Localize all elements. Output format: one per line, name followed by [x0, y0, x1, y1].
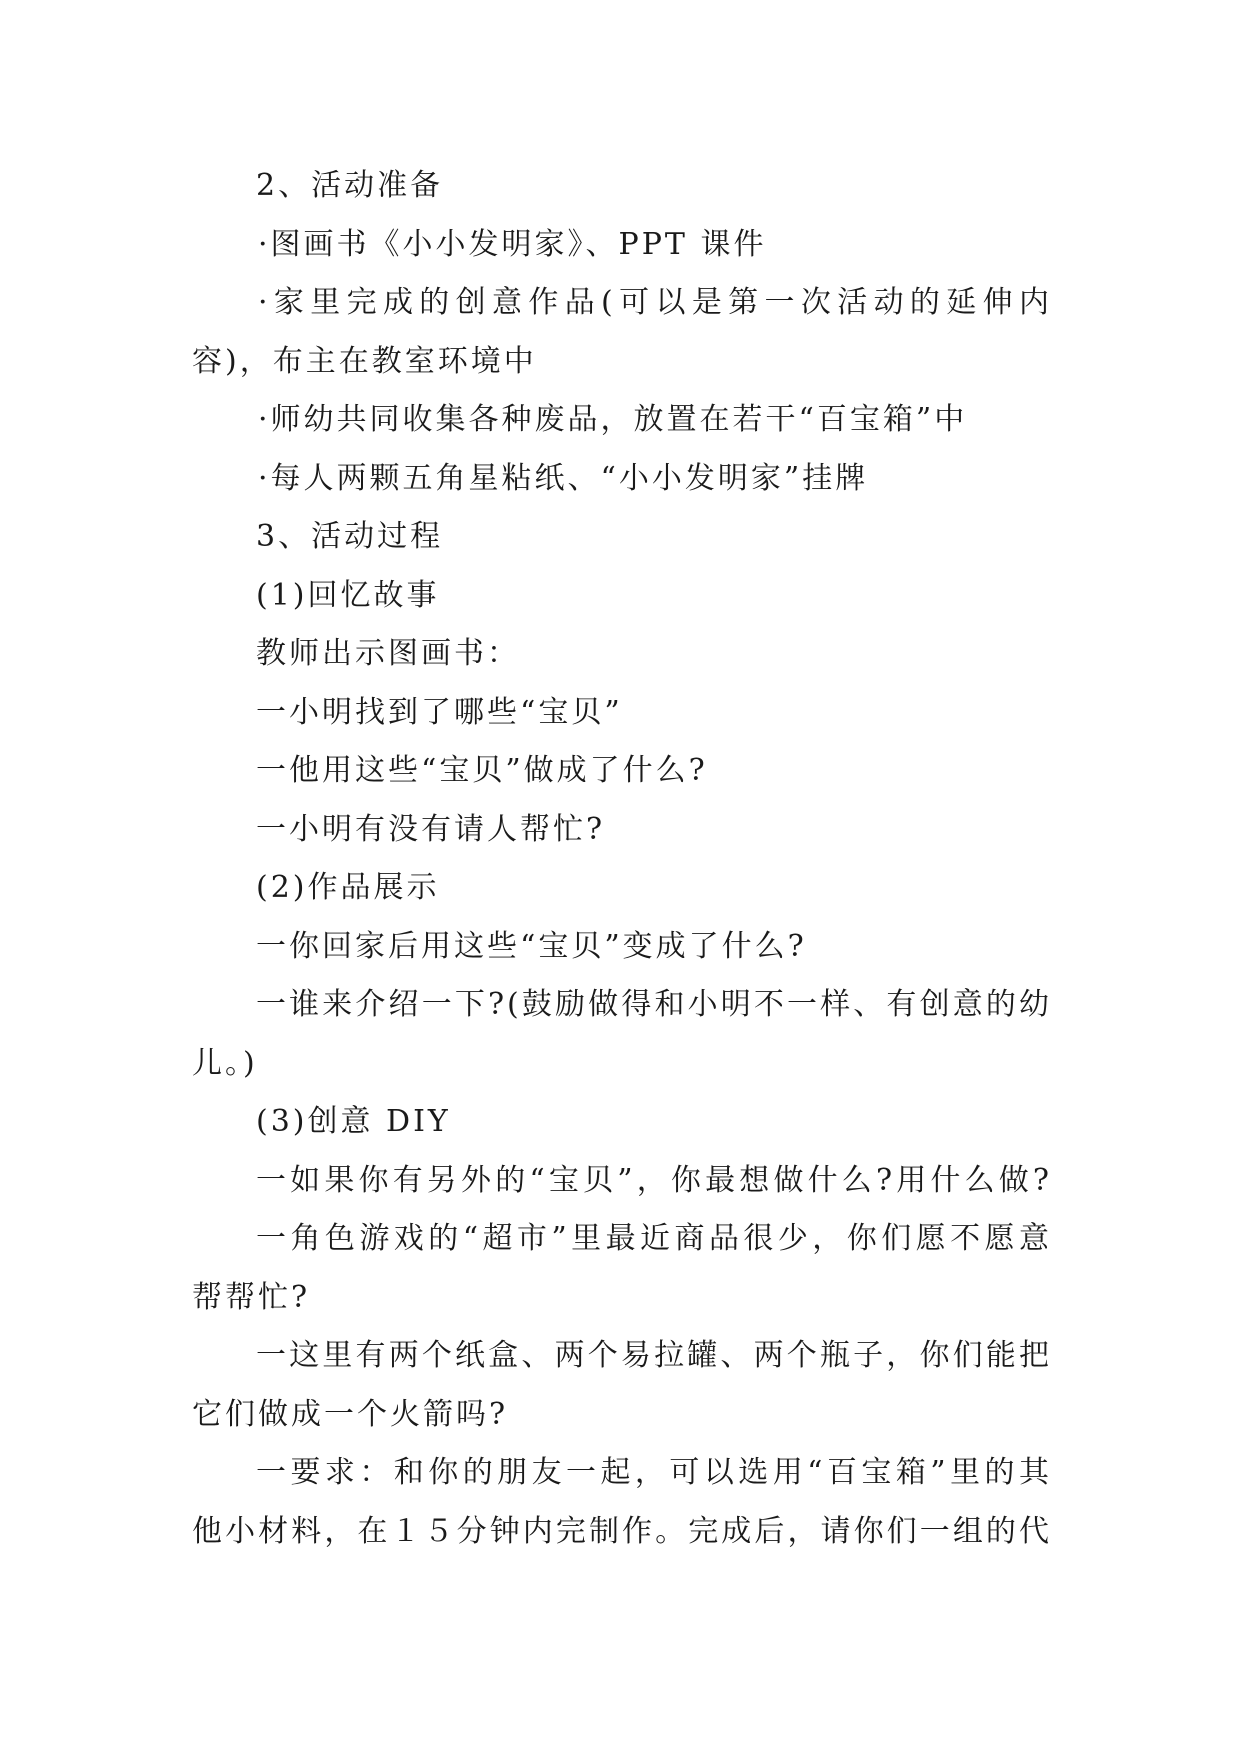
list-item-picture-book: ·图画书《小小发明家》、PPT 课件 — [258, 226, 767, 262]
question-line-cont: 帮帮忙? — [192, 1279, 311, 1315]
question-line: 一小明找到了哪些“宝贝” — [256, 694, 623, 730]
list-item-stickers: ·每人两颗五角星粘纸、“小小发明家”挂牌 — [258, 460, 869, 496]
subheading-creative-diy: (3)创意 DIY — [256, 1104, 451, 1139]
requirement-line-cont: 他小材料，在１５分钟内完制作。完成后，请你们一组的代 — [192, 1513, 1052, 1549]
list-item-creative-works: ·家里完成的创意作品(可以是第一次活动的延伸内 — [258, 285, 1052, 320]
heading-activity-prep: 2、活动准备 — [256, 168, 444, 203]
document-body — [192, 157, 1052, 1561]
question-line: 一你回家后用这些“宝贝”变成了什么? — [256, 928, 807, 964]
question-line: 一谁来介绍一下?(鼓励做得和小明不一样、有创意的幼 — [256, 987, 1052, 1022]
heading-activity-process: 3、活动过程 — [256, 519, 444, 554]
subheading-recall-story: (1)回忆故事 — [256, 577, 440, 613]
question-line-cont: 它们做成一个火箭吗? — [192, 1396, 509, 1432]
question-line-cont: 儿。) — [192, 1045, 258, 1081]
list-item-creative-works-cont: 容)，布主在教室环境中 — [192, 343, 537, 379]
question-line: 一这里有两个纸盒、两个易拉罐、两个瓶子，你们能把 — [256, 1338, 1052, 1373]
question-line: 一角色游戏的“超市”里最近商品很少，你们愿不愿意 — [256, 1221, 1052, 1256]
list-item-waste-collection: ·师幼共同收集各种废品，放置在若干“百宝箱”中 — [258, 402, 968, 437]
requirement-line: 一要求：和你的朋友一起，可以选用“百宝箱”里的其 — [256, 1455, 1052, 1490]
paragraph-teacher-shows: 教师出示图画书： — [256, 636, 520, 671]
question-line: 一如果你有另外的“宝贝”，你最想做什么?用什么做? — [256, 1162, 1052, 1198]
subheading-works-display: (2)作品展示 — [256, 870, 440, 905]
question-line: 一他用这些“宝贝”做成了什么? — [256, 753, 708, 788]
question-line: 一小明有没有请人帮忙? — [256, 811, 606, 847]
